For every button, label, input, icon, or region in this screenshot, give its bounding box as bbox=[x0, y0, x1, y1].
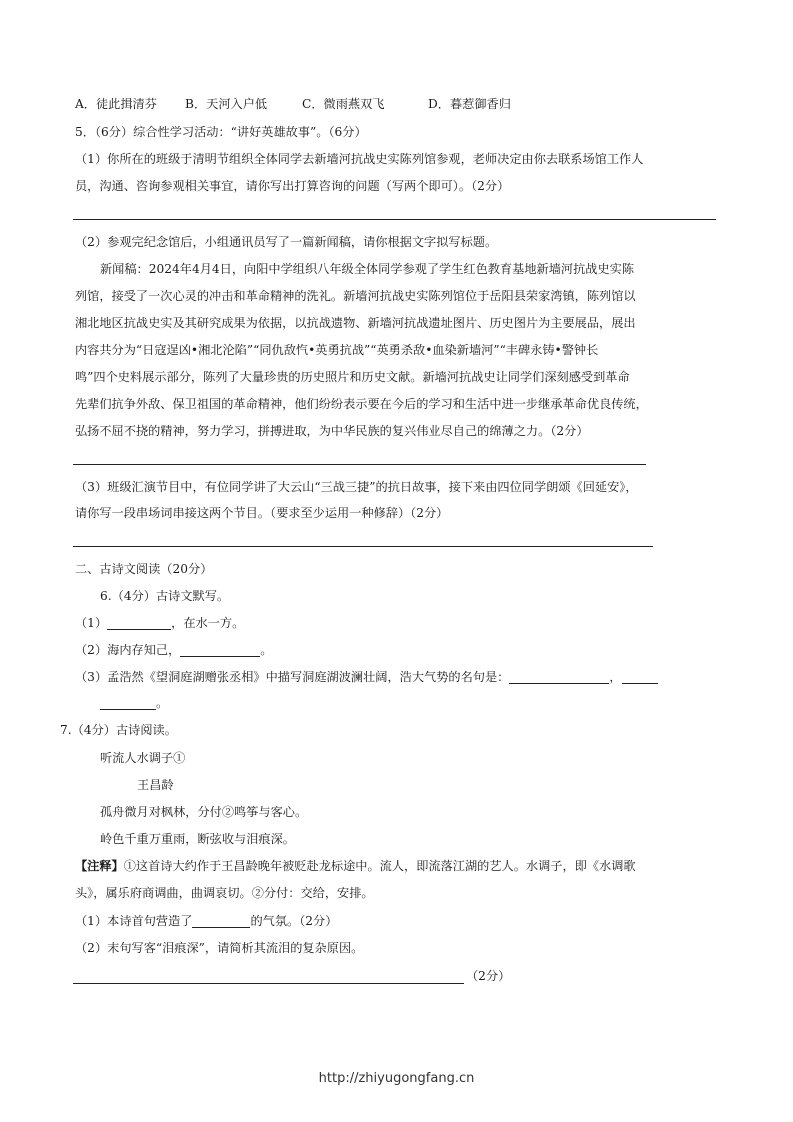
q6-line3 bbox=[75, 669, 658, 685]
q5-news-line1: 新闻稿：2024年4月4日，向阳中学组织八年级全体同学参观了学生红色教育基地新墙河抗战史实陈 bbox=[100, 262, 635, 276]
footer-url: http://zhiyugongfang.cn bbox=[318, 1071, 475, 1086]
q5-news-line5: 鸣”四个史料展示部分，陈列了大量珍贵的历史照片和历史文献。新墙河抗战史让同学们深刻感受到革命 bbox=[75, 370, 630, 384]
q5-news-line4: 内容共分为“日寇逞凶•湘北沦陷”“同仇敌忾•英勇抗战”“英勇杀敌•血染新墙河”“丰碑永铸•警钟长 bbox=[75, 343, 599, 357]
q5-p3-line1: （3）班级汇演节目中，有位同学讲了大云山“三战三捷”的抗日故事，接下来由四位同学朗颂《回延安》， bbox=[75, 480, 638, 494]
poem-title: 听流人水调子① bbox=[100, 751, 186, 765]
q6-blank4[interactable] bbox=[622, 670, 658, 684]
q6-blank1[interactable] bbox=[107, 616, 171, 630]
q6-line3-comma: ， bbox=[609, 670, 622, 684]
q7-sub1 bbox=[75, 913, 337, 929]
option-b: B．天河入户低 bbox=[185, 97, 268, 111]
poem-verse2: 岭色千重万重雨，断弦收与泪痕深。 bbox=[100, 832, 295, 846]
q5-title: 5．（6分）综合性学习活动：“讲好英雄故事”。（6分） bbox=[75, 125, 367, 139]
q5-p3-line2: 请你写一段串场词串接这两个节目。（要求至少运用一种修辞）（2分） bbox=[75, 506, 449, 520]
option-a: A．徒此揖清芬 bbox=[75, 97, 157, 111]
option-d: D．暮惹御香归 bbox=[428, 97, 511, 111]
q6-blank5[interactable] bbox=[100, 696, 156, 710]
q5-p1-answer-line[interactable] bbox=[73, 219, 716, 220]
q6-blank3[interactable] bbox=[509, 670, 609, 684]
q6-title: 6.（4分）古诗文默写。 bbox=[100, 589, 230, 603]
note-label: 【注释】 bbox=[75, 859, 124, 873]
q6-line1-suffix: ，在水一方。 bbox=[171, 616, 245, 630]
poem-verse1: 孤舟微月对枫林，分付②鸣筝与客心。 bbox=[100, 805, 308, 819]
q7-sub2-score: （2分） bbox=[466, 969, 511, 983]
poem-note-line1 bbox=[75, 858, 636, 874]
poem-note-line2: 头》，属乐府商调曲，曲调哀切。②分付：交给，安排。 bbox=[75, 886, 374, 900]
q7-title: 7.（4分）古诗阅读。 bbox=[60, 723, 177, 737]
q7-blank1[interactable] bbox=[192, 914, 250, 928]
q7-sub1-prefix: （1）本诗首句营造了 bbox=[75, 914, 193, 928]
q5-p3-answer-line[interactable] bbox=[73, 546, 653, 547]
q5-news-line3: 湘北地区抗战史实及其研究成果为依据，以抗战遗物、新墙河抗战遗址图片、历史图片为主要展品，展出 bbox=[75, 316, 636, 330]
note-text: ①这首诗大约作于王昌龄晚年被贬赴龙标途中。流人，即流落江湖的艺人。水调子，即《水调歌 bbox=[123, 859, 636, 873]
poem-author: 王昌龄 bbox=[137, 778, 174, 792]
q5-p2-answer-line[interactable] bbox=[73, 464, 646, 465]
q6-line3-cont bbox=[100, 695, 168, 711]
q7-sub2-answer-line[interactable] bbox=[73, 983, 464, 984]
q5-news-line6: 先辈们抗争外敌、保卫祖国的革命精神，他们纷纷表示要在今后的学习和生活中进一步继承革命优良传统， bbox=[75, 397, 648, 411]
q7-sub1-suffix: 的气氛。（2分） bbox=[250, 914, 338, 928]
q6-line2 bbox=[75, 642, 272, 658]
q6-line3-text: （3）孟浩然《望洞庭湖赠张丞相》中描写洞庭湖波澜壮阔，浩大气势的名句是： bbox=[75, 670, 510, 684]
q6-line2-prefix: （2）海内存知己， bbox=[75, 643, 181, 657]
q6-blank2[interactable] bbox=[180, 643, 260, 657]
q5-p1-line2: 员，沟通、咨询参观相关事宜，请你写出打算咨询的问题（写两个即可）。（2分） bbox=[75, 179, 510, 193]
q5-news-line2: 列馆，接受了一次心灵的冲击和革命精神的洗礼。新墙河抗战史实陈列馆位于岳阳县荣家湾镇，陈列馆以 bbox=[75, 289, 636, 303]
q5-p1-line1: （1）你所在的班级于清明节组织全体同学去新墙河抗战史实陈列馆参观，老师决定由你去联系场馆工作人 bbox=[75, 152, 644, 166]
section2-title: 二、古诗文阅读（20分） bbox=[75, 562, 213, 576]
q6-line2-suffix: 。 bbox=[260, 643, 273, 657]
q6-line3-end: 。 bbox=[156, 696, 169, 710]
q6-line1 bbox=[75, 615, 244, 631]
q7-sub2: （2）末句写客“泪痕深”，请简析其流泪的复杂原因。 bbox=[75, 941, 364, 955]
option-c: C．微雨燕双飞 bbox=[302, 97, 385, 111]
q6-line1-prefix: （1） bbox=[75, 616, 108, 630]
q5-news-line7: 弘扬不屈不挠的精神，努力学习，拼搏进取，为中华民族的复兴伟业尽自己的绵薄之力。（2分） bbox=[75, 424, 589, 438]
q5-p2-title: （2）参观完纪念馆后，小组通讯员写了一篇新闻稿，请你根据文字拟写标题。 bbox=[75, 235, 498, 249]
